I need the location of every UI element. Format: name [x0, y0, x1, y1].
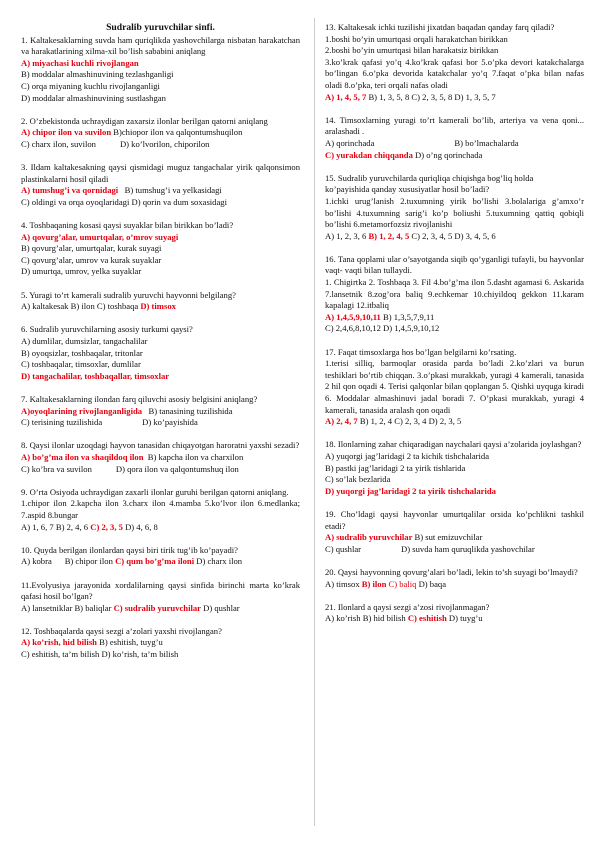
- question-12-answer-a: A) ko’rish, hid bilish: [21, 637, 97, 648]
- question-6-option-b: B) oyoqsizlar, toshbaqalar, tritonlar: [21, 347, 143, 358]
- question-3-options-ab: [21, 185, 300, 197]
- question-16-list: 1. Chigirtka 2. Toshbaqa 3. Fil 4.bo’g’ma ilon 5.dasht agamasi 6. Askarida 7.lansetnik 8.zog’ora baliq 9.echkemar 10.chiyildoq gekkon 11.karam kapalagi 12.itbaliq: [325, 277, 584, 311]
- question-14-options-ab: [325, 138, 584, 150]
- question-8-option-d: D) qora ilon va qalqontumshuq ilon: [115, 463, 239, 474]
- question-9-options: [21, 522, 300, 534]
- question-15-options: [325, 231, 584, 243]
- question-13-options: [325, 92, 584, 104]
- question-21: [325, 602, 584, 625]
- question-1-answer-a: A) miyachasi kuchli rivojlangan: [21, 57, 139, 68]
- question-21-options: [325, 613, 584, 625]
- question-6-option-a: A) dumlilar, dumsizlar, tangachalilar: [21, 336, 148, 347]
- question-7-answer-a: A)oyoqlarining rivojlanganligida: [21, 405, 143, 416]
- question-14-answer-c: C) yurakdan chiqqanda: [325, 149, 413, 160]
- question-3-options-cd: C) oldingi va orqa oyoqlaridagi D) qorin va dum soxasidagi: [21, 196, 227, 207]
- question-9-list: 1.chipor ilon 2.kapcha ilon 3.charx ilon 4.mamba 5.ko’lvor ilon 6.medlanka; 7.aspid 8.bungar: [21, 498, 300, 520]
- question-17-options: [325, 416, 584, 428]
- question-12: [21, 626, 300, 661]
- question-1-option-c: C) orqa miyaning kuchlu rivojlanganligi: [21, 80, 160, 91]
- question-10-stem: 10. Quyda berilgan ilonlardan qaysi biri tirik tug’ib ko’payadi?: [21, 544, 238, 555]
- question-18-option-c: C) so’lak bezlarida: [325, 474, 391, 485]
- question-15: [325, 173, 584, 243]
- question-8-stem: 8. Qaysi ilonlar uzoqdagi hayvon tanasidan chiqayotgan haroratni yaxshi sezadi?: [21, 440, 300, 451]
- question-8-options-ab: [21, 452, 300, 464]
- question-4-option-b: B) qovurg’alar, umurtqalar, kurak suyagi: [21, 243, 162, 254]
- question-7-option-b: B) tanasining tuzilishida: [148, 405, 233, 416]
- question-1-stem: 1. Kaltakesaklarning suvda ham quriqlikda yashovchilarga nisbatan harakatchan va harakatlarining xilma-xil bo’lish sababini aniqlang: [21, 34, 300, 57]
- question-12-options-cd: C) eshitish, ta’m bilish D) ko’rish, ta’m bilish: [21, 649, 179, 660]
- question-6-option-c: C) toshbaqalar, timsoxlar, dumlilar: [21, 359, 141, 370]
- question-16-option-b: B) 1,3,5,7,9,11: [380, 311, 435, 322]
- question-13: [325, 22, 584, 103]
- question-15-options-cd: C) 2, 3, 4, 5 D) 3, 4, 5, 6: [409, 230, 496, 241]
- question-13-answer-a: A) 1, 4, 5, 7: [325, 91, 367, 102]
- question-20-option-d: D) baqa: [416, 578, 447, 589]
- question-5-stem: 5. Yuragi to’rt kamerali sudralib yuruvchi hayvonni belgilang?: [21, 289, 236, 300]
- question-4-answer-a: A) qovurg’alar, umurtqalar, o’mrov suyagi: [21, 231, 179, 242]
- question-11-stem: 11.Evolyusiya jarayonida xordalilarning qaysi sinfida birinchi marta ko’krak qafasi hosil bo’lgan?: [21, 579, 300, 602]
- question-17: [325, 347, 584, 428]
- question-11-option-d: D) qushlar: [200, 602, 240, 613]
- question-13-item-3: 3.ko’krak qafasi yo’q 4.ko’krak qafasi bor 5.o’pka devori katakchalarga bo’lingan 6.o’pka devorida katakchalar yo’q 7.faqat o’pka bilan nafas oladi 8.o’pka, teri orqali nafas oladi: [325, 56, 584, 90]
- question-11-options: [21, 603, 300, 615]
- question-2-option-b: B)chiopor ilon va qalqontumshuqilon: [113, 127, 243, 138]
- question-3-answer-a: A) tumshug’i va qornidagi: [21, 185, 119, 196]
- question-11-answer-c: C) sudralib yuruvchilar: [113, 602, 201, 613]
- question-18: [325, 439, 584, 497]
- left-column: [21, 22, 300, 672]
- question-21-answer-c: C) eshitish: [407, 613, 447, 624]
- question-20: [325, 567, 584, 590]
- question-12-stem: 12. Toshbaqalarda qaysi sezgi a’zolari yaxshi rivojlangan?: [21, 625, 222, 636]
- question-14-option-b: B) bo’lmachalarda: [454, 137, 519, 148]
- question-3-option-b: B) tumshug’i va yelkasidagi: [124, 185, 222, 196]
- question-19-answer-a: A) sudralib yuruvchilar: [325, 532, 413, 543]
- question-5: [21, 290, 300, 313]
- question-21-options-ab: A) ko’rish B) hid bilish: [325, 613, 408, 624]
- question-2-stem: 2. O’zbekistonda uchraydigan zaxarsiz ilonlar berilgan qatorni aniqlang: [21, 115, 268, 126]
- question-15-list: 1.ichki urug’lanish 2.tuxumning yirik bo’lishi 3.bolalariga g’amxo’r bo’lishi 4.tuxumning sarig’i ko’p boliushi 5.tuxumning qattiq qobiqli bo’lishi 6.metamorfozsiz rivojlanishi: [325, 195, 584, 230]
- question-15-stem: 15. Sudralib yuruvchilarda quriqliqa chiqishga bog’liq holda: [325, 172, 534, 183]
- question-16-options-cd: C) 2,4,6,8,10,12 D) 1,4,5,9,10,12: [325, 323, 440, 334]
- question-2-answer-a: A) chipor ilon va suvilon: [21, 127, 112, 138]
- question-14-option-a: A) qorinchada: [325, 137, 375, 148]
- question-15-option-a: A) 1, 2, 3, 6: [325, 230, 369, 241]
- question-2-option-c: C) charx ilon, suvilon: [21, 138, 96, 149]
- question-21-stem: 21. Ilonlard a qaysi sezgi a’zosi rivojlanmagan?: [325, 601, 490, 612]
- question-16-options-ab: [325, 312, 584, 324]
- question-13-options-bcd: B) 1, 3, 5, 8 C) 2, 3, 5, 8 D) 1, 3, 5, 7: [366, 91, 496, 102]
- question-7-stem: 7. Kaltakesaklarning ilondan farq qiluvchi asosiy belgisini aniqlang?: [21, 394, 258, 404]
- question-4-option-c: C) qovurg’alar, umrov va kurak suyaklar: [21, 254, 162, 265]
- question-17-answer-a: A) 2, 4, 7: [325, 416, 358, 427]
- question-20-stem: 20. Qaysi hayvonning qovurg’alari bo’ladi, lekin to’sh suyagi bo’lmaydi?: [325, 566, 578, 577]
- question-3: [21, 162, 300, 208]
- question-19-options-ab: [325, 532, 584, 544]
- question-19-options-cd: [325, 544, 584, 556]
- question-6-answer-d: D) tangachalilar, toshbaqallar, timsoxlar: [21, 370, 170, 381]
- question-8-option-c: C) ko’bra va suvilon: [21, 463, 92, 474]
- question-8-options-cd: [21, 464, 300, 476]
- question-6-stem: 6. Sudralib yuruvchilarning asosiy turkumi qaysi?: [21, 324, 193, 335]
- question-13-item-2: 2.boshi bo’yin umurtqasi bilan harakatsiz birikkan: [325, 45, 499, 56]
- question-20-options: [325, 579, 584, 591]
- column-divider: [314, 18, 315, 826]
- question-9-stem: 9. O’rta Osiyoda uchraydigan zaxarli ilonlar guruhi berilgan qatorni aniqlang.: [21, 486, 289, 497]
- question-5-options-abc: A) kaltakesak B) ilon C) toshbaqa: [21, 301, 141, 312]
- question-8-option-b: B) kapcha ilon va charxilon: [147, 451, 244, 462]
- question-2-options-cd: [21, 139, 300, 151]
- question-10: [21, 545, 300, 568]
- question-12-options-ab: [21, 637, 300, 649]
- question-9-option-d: D) 4, 6, 8: [122, 521, 158, 532]
- question-20-option-a: A) timsox: [325, 578, 362, 589]
- question-14: [325, 115, 584, 161]
- question-12-option-b: B) eshitish, tuyg’u: [96, 637, 163, 648]
- question-8: [21, 440, 300, 475]
- question-4: [21, 220, 300, 278]
- question-19-option-d: D) suvda ham quruqlikda yashovchilar: [401, 543, 535, 554]
- question-7-options-ab: [21, 406, 300, 418]
- question-9: [21, 487, 300, 533]
- question-7-options-cd: [21, 417, 300, 429]
- question-20-answer-b: B) ilon: [361, 578, 387, 589]
- question-17-stem: 17. Faqat timsoxlarga hos bo’lgan belgilarni ko’rsating.: [325, 346, 517, 357]
- question-7-option-c: C) terisining tuzilishida: [21, 417, 103, 428]
- question-21-option-d: D) tuyg’u: [446, 613, 483, 624]
- question-4-option-d: D) umurtqa, umrov, yelka suyaklar: [21, 266, 142, 277]
- question-19-option-b: B) sut emizuvchilar: [412, 532, 483, 543]
- question-17-options-bcd: B) 1, 2, 4 C) 2, 3, 4 D) 2, 3, 5: [357, 416, 462, 427]
- question-7: [21, 394, 300, 429]
- question-2-options-ab: [21, 127, 300, 139]
- page-title: Sudralib yuruvchilar sinfi.: [106, 22, 215, 33]
- question-10-option-b: B) chipor ilon: [64, 556, 116, 567]
- question-10-option-d: D) charx ilon: [194, 556, 243, 567]
- question-7-option-d: D) ko’payishida: [142, 417, 198, 428]
- question-3-stem: 3. Ildam kaltakesakning qaysi qismidagi muguz tangachalar yirik qalqonsimon plastinkalarni hosil qiladi: [21, 162, 300, 184]
- question-13-stem: 13. Kaltakesak ichki tuzilishi jixatdan baqadan qanday farq qiladi?: [325, 22, 555, 32]
- question-11: [21, 580, 300, 615]
- question-2-option-d: D) ko’lvorilon, chiporilon: [119, 138, 210, 149]
- question-16-answer-a: A) 1,4,5,9,10,11: [325, 311, 381, 322]
- question-14-options-cd: [325, 150, 584, 162]
- question-2: [21, 116, 300, 151]
- question-8-answer-a: A) bo’g’ma ilon va shaqildoq ilon: [21, 451, 144, 462]
- question-18-option-b: B) pastki jag’laridagi 2 ta yirik tishlarida: [325, 462, 466, 473]
- question-6: [21, 324, 300, 382]
- question-20-option-c: C) baliq: [386, 578, 417, 589]
- question-18-stem: 18. Ilonlarning zahar chiqaradigan naychalari qaysi a’zolarida joylashgan?: [325, 439, 582, 450]
- question-1-option-b: B) moddalar almashinuvining tezlashganligi: [21, 69, 174, 80]
- question-1: [21, 35, 300, 105]
- question-10-answer-c: C) qum bo’g’ma iloni: [115, 556, 195, 567]
- question-19-stem: 19. Cho’ldagi qaysi hayvonlar umurtqalilar orsida ko’pchlikni tashkil etadi?: [325, 508, 584, 531]
- question-16: [325, 254, 584, 335]
- question-19-option-c: C) qushlar: [325, 543, 362, 554]
- question-4-stem: 4. Toshbaqaning kosasi qaysi suyaklar bilan birikkan bo’ladi?: [21, 220, 234, 231]
- question-5-options: [21, 301, 300, 313]
- question-13-item-1: 1.boshi bo’yin umurtqasi orqali harakatchan birikkan: [325, 33, 508, 44]
- question-9-options-ab: A) 1, 6, 7 B) 2, 4, 6: [21, 521, 91, 532]
- question-10-option-a: A) kobra: [21, 556, 52, 567]
- question-14-stem: 14. Timsoxlarning yuragi to’rt kamerali bo’lib, arteriya va vena qoni... aralashadi .: [325, 114, 584, 137]
- question-18-answer-d: D) yuqorgi jag’laridagi 2 ta yirik tishchalarida: [325, 485, 496, 496]
- question-5-answer-d: D) timsox: [140, 301, 176, 312]
- right-column: [325, 22, 584, 636]
- question-19: [325, 509, 584, 555]
- question-9-answer-c: C) 2, 3, 5: [90, 521, 123, 532]
- question-16-stem: 16. Tana qoplami ular o’sayotganda siqib qo’yganligi tufayli, bu hayvonlar vaqt- vaqti bilan tullaydi.: [325, 253, 584, 276]
- question-17-list: 1.terisi silliq, barmoqlar orasida parda bo’ladi 2.ko’zlari va burun teshiklari bo’rtib chiqqan. 3.o’pkasi murakkab, yuragi 4 kamerali, tanasida 2 hil qon oqadi 4. Terisi qalqonlar bilan qoplangan 5. Qishki uyquga kiradi 6. Moddalar almashinuvi jadal boradi 7. O’pkasi murakkab, yuragi 4 kamerali, tanasida aralash qon oqadi: [325, 358, 584, 415]
- question-18-option-a: A) yuqorgi jag’laridagi 2 ta kichik tishchalarida: [325, 450, 490, 461]
- question-11-options-ab: A) lansetniklar B) baliqlar: [21, 602, 114, 613]
- question-1-option-d: D) moddalar almashinuvining sustlashgan: [21, 92, 166, 103]
- question-15-answer-b: B) 1, 2, 4, 5: [368, 230, 410, 241]
- question-15-stem-2: ko’payishida qanday xususiyatlar hosil bo’ladi?: [325, 184, 490, 195]
- question-14-option-d: D) o’ng qorinchada: [412, 149, 483, 160]
- question-10-options: [21, 556, 300, 568]
